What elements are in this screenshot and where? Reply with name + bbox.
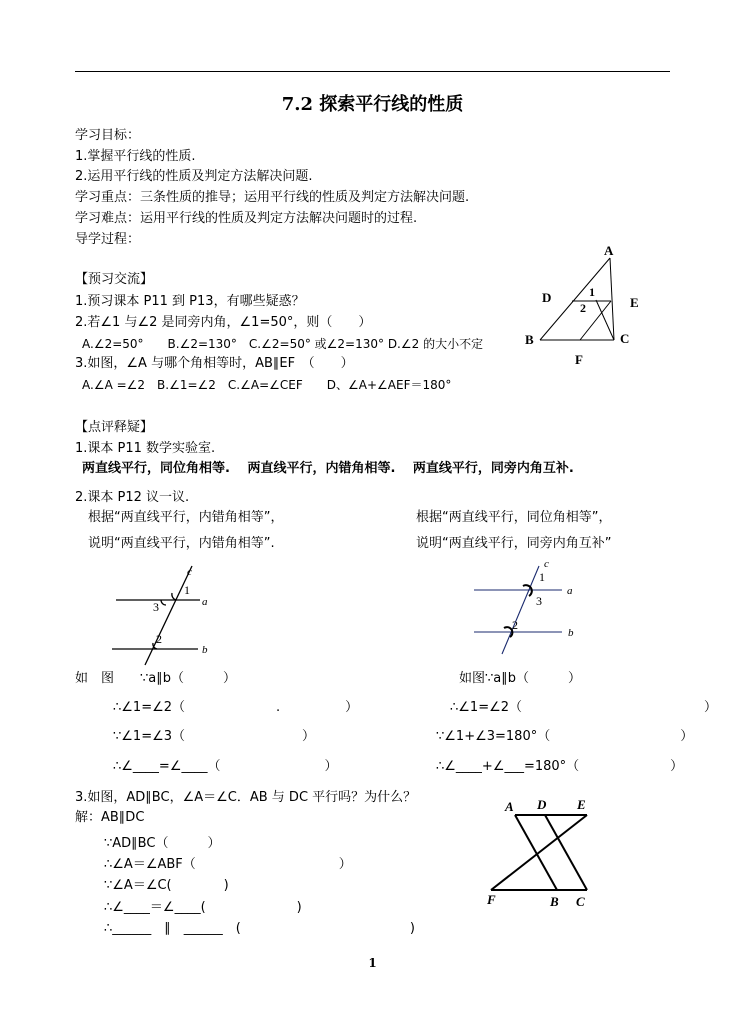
preview-question-2: 2.若∠1 与∠2 是同旁内角，∠1=50°，则（ ）	[75, 315, 372, 330]
page-number: 1	[368, 956, 377, 970]
left-given: 如 图 ∵a∥b（ ）	[75, 671, 236, 686]
left-fig-3: 3	[153, 600, 159, 614]
tri-label-F: F	[575, 352, 583, 367]
right-prompt-1: 根据“两直线平行，同位角相等”，	[416, 510, 612, 525]
left-fig-1: 1	[184, 583, 190, 597]
tri-label-D: D	[542, 290, 552, 305]
q3-step-3: ∵∠A＝∠C( )	[104, 878, 229, 893]
preview-question-2-options: A.∠2=50° B.∠2=130° C.∠2=50° 或∠2=130° D.∠2 的大小不定	[82, 337, 484, 351]
tri-label-B: B	[525, 332, 534, 347]
parallel-properties: 两直线平行，同位角相等. 两直线平行，内错角相等. 两直线平行，同旁内角互补.	[82, 461, 574, 476]
left-fig-c: c	[187, 566, 192, 578]
goals-heading: 学习目标：	[75, 128, 141, 143]
q3-step-1: ∵AD∥BC（ ）	[104, 836, 221, 851]
right-fig-c: c	[544, 558, 549, 570]
key-points: 学习重点：三条性质的推导；运用平行线的性质及判定方法解决问题.	[75, 190, 470, 205]
right-fig-b: b	[568, 627, 574, 639]
left-fig-b: b	[202, 644, 208, 656]
q3-stem: 3.如图，AD∥BC，∠A＝∠C．AB 与 DC 平行吗？为什么？	[75, 790, 417, 805]
tri-label-2: 2	[580, 301, 586, 315]
right-fig-1: 1	[539, 570, 545, 584]
left-step-1: ∴∠1=∠2（ . ）	[113, 700, 359, 715]
q3-label-A: A	[505, 799, 514, 814]
left-fig-a: a	[202, 596, 208, 608]
right-fig-a: a	[567, 585, 573, 597]
preview-heading: 【预习交流】	[75, 272, 154, 287]
left-step-3: ∴∠____=∠____（ ）	[113, 759, 338, 774]
right-given: 如图∵a∥b（ ）	[459, 671, 581, 686]
tri-label-C: C	[620, 331, 630, 346]
review-heading: 【点评释疑】	[75, 420, 154, 435]
left-prompt-2: 说明“两直线平行，内错角相等”.	[88, 536, 275, 551]
right-step-2: ∵∠1+∠3=180°（ ）	[436, 729, 694, 744]
q3-label-F: F	[487, 892, 496, 907]
right-step-1: ∴∠1=∠2（ ）	[450, 700, 718, 715]
right-prompt-2: 说明“两直线平行，同旁内角互补”	[416, 536, 612, 551]
preview-question-3: 3.如图，∠A 与哪个角相等时，AB∥EF （ ）	[75, 356, 354, 371]
left-fig-2: 2	[156, 632, 162, 646]
preview-question-3-options: A.∠A =∠2 B.∠1=∠2 C.∠A=∠CEF D、∠A+∠AEF＝180°	[82, 378, 452, 392]
review-question-1: 1.课本 P11 数学实验室.	[75, 441, 216, 456]
preview-question-1: 1.预习课本 P11 到 P13，有哪些疑惑？	[75, 294, 305, 309]
left-step-2: ∵∠1=∠3（ ）	[113, 729, 316, 744]
q3-step-4: ∴∠____＝∠____( )	[104, 900, 302, 915]
q3-label-E: E	[577, 797, 586, 812]
header-rule	[75, 71, 670, 72]
right-fig-3: 3	[536, 594, 542, 608]
tri-label-A: A	[604, 243, 614, 258]
q3-label-B: B	[550, 894, 559, 909]
right-step-3: ∴∠____+∠___=180°（ ）	[436, 759, 684, 774]
tri-label-E: E	[630, 295, 639, 310]
right-fig-2: 2	[512, 618, 518, 632]
q3-solution: 解：AB∥DC	[75, 810, 145, 825]
q3-step-5: ∴______ ∥ ______ ( )	[104, 921, 415, 936]
page-title: 7.2 探索平行线的性质	[281, 94, 464, 115]
review-question-2: 2.课本 P12 议一议.	[75, 490, 190, 505]
process-heading: 导学过程：	[75, 232, 141, 247]
goal-item-2: 2.运用平行线的性质及判定方法解决问题.	[75, 169, 313, 184]
q3-step-2: ∴∠A＝∠ABF（ ）	[104, 857, 352, 872]
difficult-points: 学习难点：运用平行线的性质及判定方法解决问题时的过程.	[75, 211, 418, 226]
q3-label-D: D	[537, 797, 547, 812]
q3-label-C: C	[576, 894, 585, 909]
left-prompt-1: 根据“两直线平行，内错角相等”，	[88, 510, 284, 525]
goal-item-1: 1.掌握平行线的性质.	[75, 149, 196, 164]
tri-label-1: 1	[589, 285, 595, 299]
